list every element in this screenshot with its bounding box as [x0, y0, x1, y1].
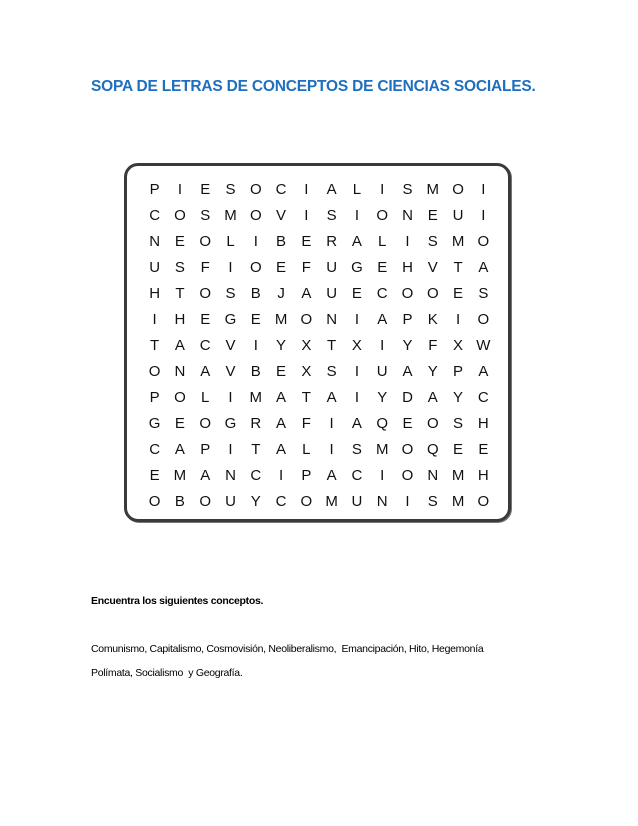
grid-letter: O [249, 206, 262, 224]
grid-letter: O [426, 414, 439, 432]
grid-letter: L [352, 180, 362, 198]
grid-letter: A [427, 388, 438, 406]
grid-letter: O [249, 258, 262, 276]
grid-letter: I [253, 232, 258, 250]
grid-letter: H [477, 466, 489, 484]
grid-letter: A [326, 180, 337, 198]
grid-letter: E [149, 466, 160, 484]
grid-letter: N [376, 492, 388, 510]
grid-letter: M [173, 466, 187, 484]
grid-letter: I [354, 310, 359, 328]
grid-letter: C [351, 466, 363, 484]
grid-letter: F [301, 414, 311, 432]
grid-letter: T [453, 258, 463, 276]
grid-letter: E [427, 206, 438, 224]
grid-letter: U [149, 258, 161, 276]
instructions-text: Encuentra los siguientes conceptos. [91, 595, 264, 607]
grid-letter: O [300, 310, 313, 328]
grid-letter: A [174, 336, 185, 354]
grid-letter: A [301, 284, 312, 302]
grid-letter: A [351, 232, 362, 250]
grid-letter: I [481, 206, 486, 224]
grid-letter: L [378, 232, 387, 250]
grid-letter: A [478, 258, 489, 276]
grid-letter: I [354, 388, 359, 406]
grid-letter: I [380, 336, 385, 354]
grid-letter: E [250, 310, 261, 328]
grid-letter: F [301, 258, 311, 276]
grid-letter: U [326, 258, 338, 276]
grid-letter: O [452, 180, 464, 198]
grid-letter: M [274, 310, 288, 328]
grid-letter: F [200, 258, 210, 276]
grid-letter: I [329, 440, 334, 458]
grid-letter: A [276, 440, 287, 458]
page-title: SOPA DE LETRAS DE CONCEPTOS DE CIENCIAS SOCIALES. [91, 78, 536, 95]
grid-letter: U [452, 206, 464, 224]
grid-letter: M [451, 492, 465, 510]
grid-letter: O [148, 492, 161, 510]
grid-letter: U [326, 284, 338, 302]
grid-letter: Y [250, 492, 261, 510]
grid-letter: Y [453, 388, 464, 406]
grid-letter: M [451, 466, 465, 484]
grid-letter: K [427, 310, 438, 328]
grid-letter: L [201, 388, 210, 406]
grid-letter: J [277, 284, 285, 302]
grid-letter: O [199, 284, 212, 302]
grid-letter: Y [276, 336, 287, 354]
grid-letter: T [301, 388, 311, 406]
grid-letter: V [427, 258, 438, 276]
grid-letter: L [226, 232, 235, 250]
grid-letter: M [375, 440, 389, 458]
grid-letter: O [249, 180, 262, 198]
grid-letter: O [401, 466, 414, 484]
grid-letter: N [402, 206, 413, 224]
grid-letter: O [148, 362, 161, 380]
grid-letter: N [174, 362, 186, 380]
grid-letter: H [149, 284, 161, 302]
grid-letter: I [152, 310, 157, 328]
grid-letter: V [225, 362, 236, 380]
grid-letter: C [275, 180, 287, 198]
grid-letter: I [354, 206, 359, 224]
grid-letter: H [477, 414, 489, 432]
grid-letter: E [351, 284, 362, 302]
grid-letter: A [174, 440, 185, 458]
grid-letter: C [250, 466, 262, 484]
grid-letter: P [402, 310, 413, 328]
grid-letter: V [276, 206, 287, 224]
grid-letter: U [351, 492, 363, 510]
grid-letter: E [402, 414, 413, 432]
grid-letter: I [380, 180, 385, 198]
grid-letter: O [426, 284, 439, 302]
grid-letter: U [225, 492, 236, 510]
grid-letter: M [426, 180, 440, 198]
grid-letter: T [327, 336, 337, 354]
grid-letter: C [477, 388, 489, 406]
grid-letter: P [200, 440, 211, 458]
grid-letter: O [174, 206, 186, 224]
grid-letter: I [304, 206, 309, 224]
grid-letter: Y [377, 388, 388, 406]
grid-letter: N [225, 466, 236, 484]
grid-letter: E [174, 232, 185, 250]
grid-letter: T [150, 336, 160, 354]
grid-letter: A [326, 388, 337, 406]
grid-letter: S [326, 206, 337, 224]
grid-letter: G [224, 310, 237, 328]
grid-letter: M [325, 492, 338, 510]
grid-letter: Q [426, 440, 439, 458]
word-list-line: Comunismo, Capitalismo, Cosmovisión, Neoliberalismo, Emancipación, Hito, Hegemonía [91, 643, 484, 655]
grid-letter: X [453, 336, 464, 354]
grid-letter: E [301, 232, 312, 250]
grid-letter: A [200, 466, 211, 484]
grid-letter: C [275, 492, 287, 510]
grid-letter: G [351, 258, 363, 276]
grid-letter: O [477, 232, 490, 250]
grid-letter: R [326, 232, 338, 250]
grid-letter: H [402, 258, 413, 276]
grid-letter: I [455, 310, 461, 328]
grid-letter: A [200, 362, 211, 380]
grid-letter: X [351, 336, 362, 354]
letter-grid [142, 176, 496, 514]
grid-letter: I [278, 466, 284, 484]
grid-letter: S [225, 180, 236, 198]
grid-letter: R [250, 414, 262, 432]
word-search-puzzle [124, 163, 511, 522]
grid-letter: B [276, 232, 287, 250]
grid-letter: I [481, 180, 486, 198]
grid-letter: U [376, 362, 388, 380]
grid-letter: T [175, 284, 185, 302]
grid-letter: W [476, 336, 491, 354]
grid-letter: I [405, 492, 410, 510]
grid-letter: C [149, 206, 161, 224]
grid-letter: P [453, 362, 464, 380]
grid-letter: O [477, 310, 490, 328]
grid-letter: B [174, 492, 185, 510]
grid-letter: O [401, 284, 414, 302]
grid-letter: E [174, 414, 185, 432]
grid-letter: G [224, 414, 237, 432]
grid-letter: A [478, 362, 489, 380]
grid-letter: O [300, 492, 313, 510]
grid-letter: P [301, 466, 312, 484]
grid-letter: E [453, 440, 464, 458]
grid-letter: N [326, 310, 338, 328]
grid-letter: I [253, 336, 258, 354]
grid-letter: S [200, 206, 211, 224]
grid-letter: Q [376, 414, 389, 432]
grid-letter: S [427, 232, 438, 250]
grid-letter: P [149, 388, 160, 406]
grid-letter: I [228, 258, 233, 276]
grid-letter: A [377, 310, 388, 328]
grid-letter: E [200, 180, 211, 198]
grid-letter: C [149, 440, 161, 458]
grid-letter: S [351, 440, 362, 458]
grid-letter: I [228, 388, 233, 406]
grid-letter: A [276, 388, 287, 406]
grid-letter: I [380, 466, 385, 484]
grid-letter: B [250, 284, 261, 302]
grid-letter: O [199, 492, 212, 510]
grid-letter: P [149, 180, 160, 198]
grid-letter: S [427, 492, 438, 510]
grid-letter: I [329, 414, 334, 432]
grid-letter: Y [402, 336, 413, 354]
grid-letter: S [326, 362, 337, 380]
grid-letter: G [148, 414, 161, 432]
grid-letter: B [250, 362, 261, 380]
grid-letter: X [301, 362, 312, 380]
grid-letter: M [224, 206, 237, 224]
grid-letter: I [354, 362, 359, 380]
word-list [91, 637, 571, 685]
grid-letter: S [225, 284, 236, 302]
grid-letter: O [199, 232, 212, 250]
grid-letter: T [251, 440, 261, 458]
grid-letter: D [402, 388, 413, 406]
grid-letter: S [402, 180, 413, 198]
grid-letter: E [276, 258, 287, 276]
grid-letter: A [351, 414, 362, 432]
grid-letter: V [225, 336, 236, 354]
grid-letter: O [174, 388, 186, 406]
grid-letter: C [376, 284, 388, 302]
grid-letter: O [477, 492, 490, 510]
grid-letter: E [377, 258, 388, 276]
grid-letter: A [402, 362, 413, 380]
grid-letter: X [301, 336, 312, 354]
grid-letter: H [174, 310, 186, 328]
grid-letter: N [149, 232, 161, 250]
word-list-line: Polímata, Socialismo y Geografía. [91, 667, 243, 679]
grid-letter: M [249, 388, 263, 406]
grid-letter: S [478, 284, 489, 302]
grid-letter: E [276, 362, 287, 380]
grid-letter: I [177, 180, 182, 198]
grid-letter: S [453, 414, 464, 432]
grid-letter: O [199, 414, 212, 432]
grid-letter: A [326, 466, 337, 484]
grid-letter: E [200, 310, 211, 328]
grid-letter: I [304, 180, 309, 198]
grid-letter: A [276, 414, 287, 432]
grid-letter: O [376, 206, 389, 224]
grid-letter: O [401, 440, 414, 458]
grid-letter: M [451, 232, 465, 250]
grid-letter: L [302, 440, 311, 458]
grid-letter: I [405, 232, 410, 250]
grid-letter: I [228, 440, 233, 458]
grid-letter: E [453, 284, 464, 302]
grid-letter: S [174, 258, 185, 276]
grid-letter: F [428, 336, 438, 354]
grid-letter: Y [427, 362, 438, 380]
grid-letter: E [478, 440, 489, 458]
grid-letter: C [199, 336, 211, 354]
grid-letter: N [427, 466, 439, 484]
